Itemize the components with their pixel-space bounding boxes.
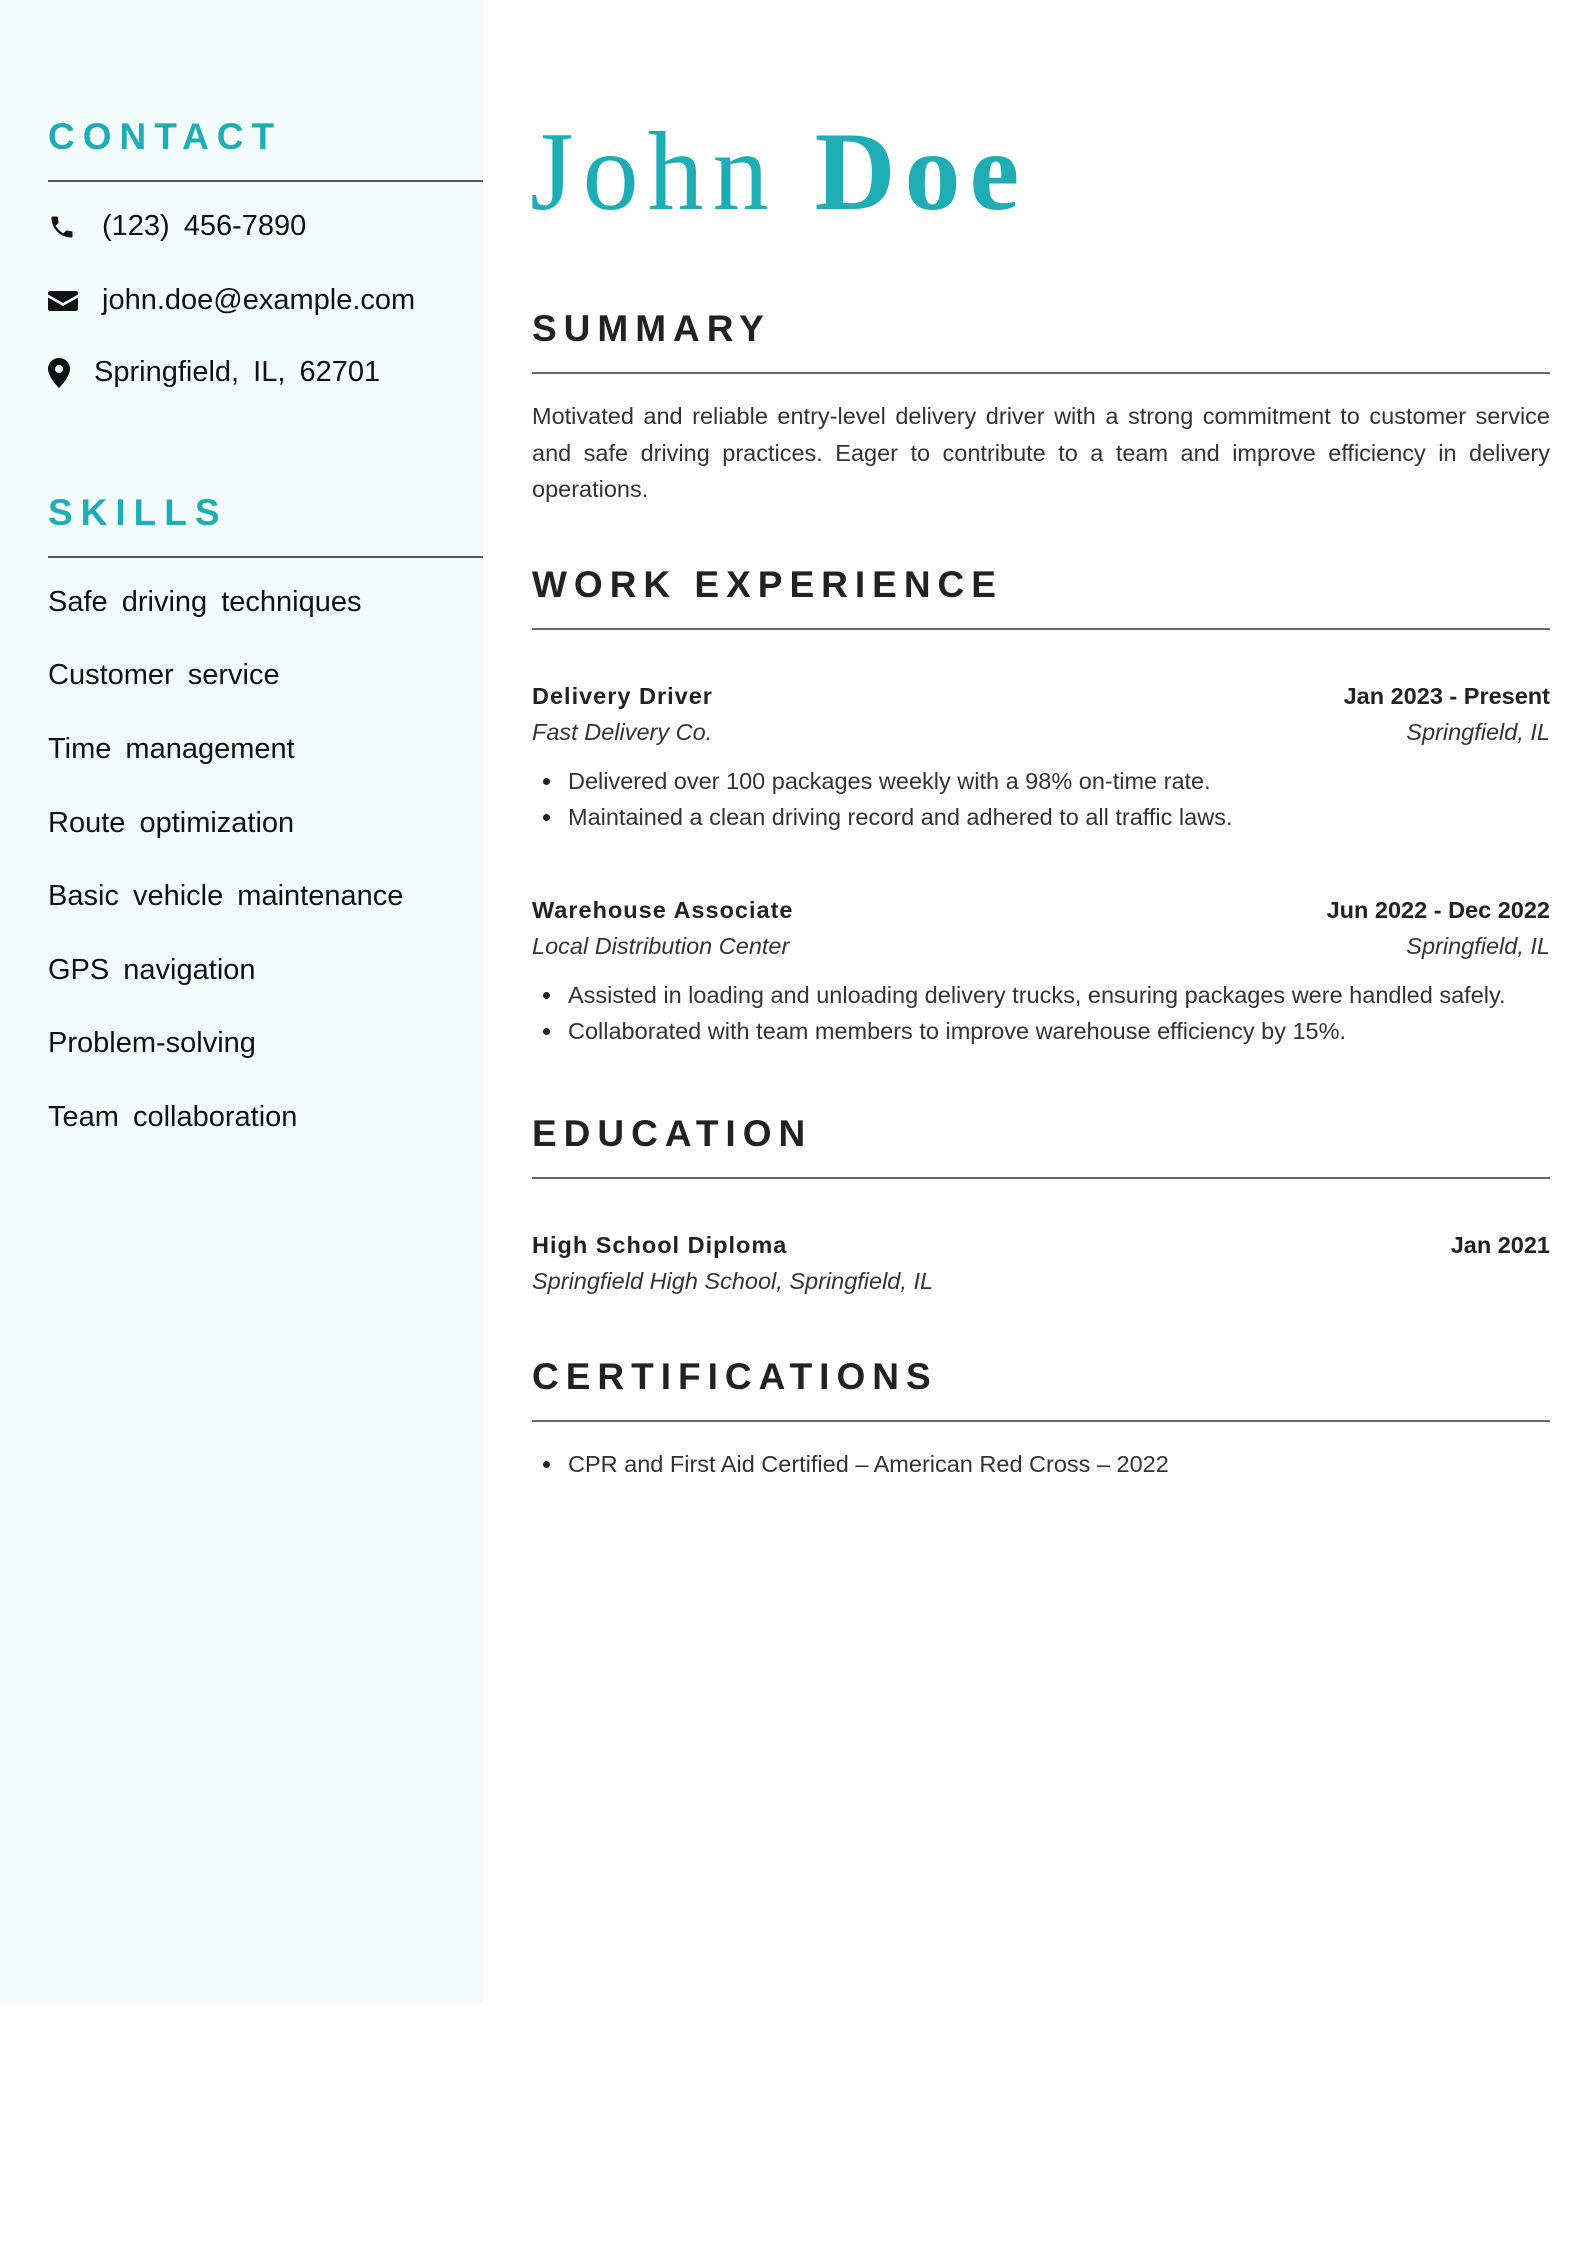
job-bullets	[532, 977, 1586, 1049]
location-text: Springfield, IL, 62701	[94, 356, 381, 388]
list-item: Collaborated with team members to improve warehouse efficiency by 15%.	[568, 1013, 1586, 1049]
envelope-icon	[48, 289, 102, 313]
summary-heading: SUMMARY	[532, 308, 771, 349]
job-dates: Jun 2022 - Dec 2022	[1326, 897, 1550, 923]
skill-item: Safe driving techniques	[48, 586, 362, 618]
job-company: Local Distribution Center	[532, 933, 790, 959]
phone-icon	[48, 213, 102, 241]
last-name: Doe	[814, 110, 1029, 234]
list-item: Delivered over 100 packages weekly with a 98% on-time rate.	[568, 763, 1586, 799]
summary-text: Motivated and reliable entry-level delivery driver with a strong commitment to customer service and safe driving practices. Eager to contribute to a team and improve efficiency in delivery operations.	[532, 403, 1550, 502]
phone-number: (123) 456-7890	[102, 210, 307, 242]
contact-heading: CONTACT	[48, 116, 283, 157]
map-pin-icon	[48, 358, 94, 388]
skill-item: Customer service	[48, 659, 280, 691]
contact-email[interactable]	[48, 284, 415, 317]
skill-item: Problem-solving	[48, 1027, 256, 1059]
skills-heading: SKILLS	[48, 492, 228, 533]
education-divider	[532, 1177, 1550, 1179]
certifications-list	[532, 1446, 1586, 1482]
skill-item: Time management	[48, 733, 295, 765]
email-address: john.doe@example.com	[102, 284, 416, 316]
experience-divider	[532, 628, 1550, 630]
list-item: CPR and First Aid Certified – American Red Cross – 2022	[568, 1446, 1586, 1482]
skill-item: Basic vehicle maintenance	[48, 880, 404, 912]
contact-divider	[48, 180, 483, 182]
summary-divider	[532, 372, 1550, 374]
contact-phone[interactable]	[48, 210, 306, 243]
first-name: John	[530, 110, 778, 234]
candidate-name	[530, 108, 1028, 237]
job-location: Springfield, IL	[1406, 933, 1550, 959]
degree: High School Diploma	[532, 1232, 788, 1258]
skills-divider	[48, 556, 483, 558]
school: Springfield High School, Springfield, IL	[532, 1268, 934, 1294]
certifications-divider	[532, 1420, 1550, 1422]
experience-heading: WORK EXPERIENCE	[532, 564, 1003, 605]
list-item: Assisted in loading and unloading delivery trucks, ensuring packages were handled safely.	[568, 977, 1586, 1013]
job-title: Delivery Driver	[532, 683, 713, 709]
certifications-heading: CERTIFICATIONS	[532, 1356, 938, 1397]
job-bullets	[532, 763, 1586, 835]
contact-location	[48, 356, 380, 389]
job-location: Springfield, IL	[1406, 719, 1550, 745]
skill-item: GPS navigation	[48, 954, 256, 986]
skill-item: Team collaboration	[48, 1101, 298, 1133]
job-title: Warehouse Associate	[532, 897, 794, 923]
sidebar	[0, 0, 483, 2003]
job-dates: Jan 2023 - Present	[1343, 683, 1550, 709]
skill-item: Route optimization	[48, 807, 295, 839]
education-heading: EDUCATION	[532, 1113, 813, 1154]
education-date: Jan 2021	[1450, 1232, 1550, 1258]
job-company: Fast Delivery Co.	[532, 719, 713, 745]
list-item: Maintained a clean driving record and adhered to all traffic laws.	[568, 799, 1586, 835]
